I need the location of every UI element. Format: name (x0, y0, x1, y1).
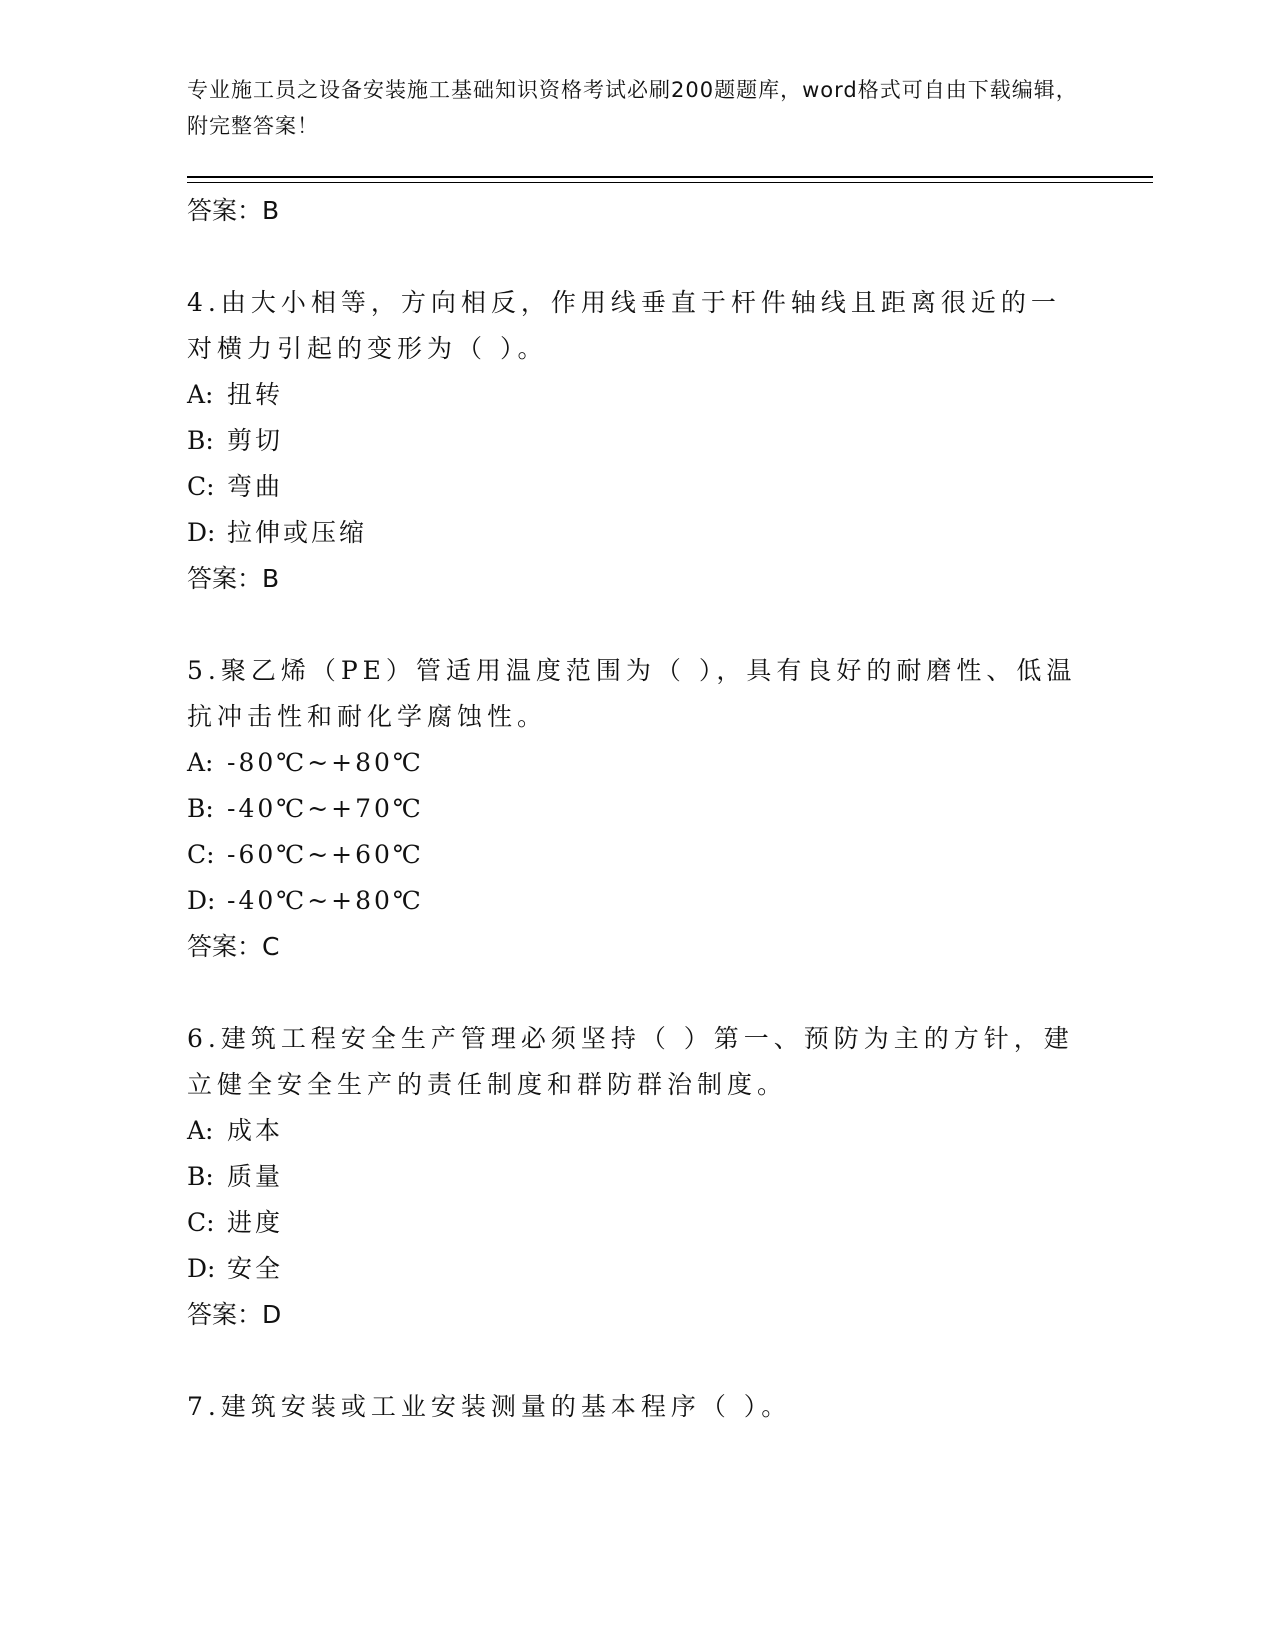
question-5 (187, 648, 1087, 970)
option-b (187, 786, 1087, 832)
option-key: B: (187, 426, 214, 455)
answer-line: 答案：B (187, 564, 280, 593)
option-c (187, 1200, 1087, 1246)
question-text: 4.由大小相等，方向相反，作用线垂直于杆件轴线且距离很近的一对横力引起的变形为（ ）。 (187, 288, 1061, 363)
question-4 (187, 280, 1087, 602)
option-d (187, 1246, 1087, 1292)
question-list (187, 188, 1087, 1430)
header-text: 专业施工员之设备安装施工基础知识资格考试必刷200题题库，word格式可自由下载编辑，附完整答案！ (187, 78, 1078, 138)
option-text: -40℃~+80℃ (227, 886, 424, 915)
option-b (187, 1154, 1087, 1200)
option-key: D: (187, 1254, 216, 1283)
document-header (187, 72, 1087, 144)
answer-line: 答案：D (187, 1300, 282, 1329)
option-key: C: (187, 1208, 215, 1237)
option-a (187, 1108, 1087, 1154)
option-key: A: (187, 380, 214, 409)
option-text: 拉伸或压缩 (227, 518, 368, 547)
option-key: C: (187, 472, 215, 501)
option-a (187, 372, 1087, 418)
option-key: B: (187, 1162, 214, 1191)
question-text: 6.建筑工程安全生产管理必须坚持（ ）第一、预防为主的方针，建立健全安全生产的责任制度和群防群治制度。 (187, 1024, 1074, 1099)
option-key: A: (187, 1116, 214, 1145)
answer-line: 答案：C (187, 932, 280, 961)
option-key: B: (187, 794, 214, 823)
option-text: -60℃~+60℃ (227, 840, 424, 869)
option-key: D: (187, 518, 216, 547)
option-text: -40℃~+70℃ (227, 794, 424, 823)
option-c (187, 832, 1087, 878)
option-text: -80℃~+80℃ (227, 748, 424, 777)
option-text: 质量 (227, 1162, 284, 1191)
option-d (187, 878, 1087, 924)
option-key: A: (187, 748, 214, 777)
option-text: 扭转 (227, 380, 284, 409)
question-7 (187, 1384, 1087, 1430)
header-divider-thin (187, 182, 1153, 183)
question-6 (187, 1016, 1087, 1338)
option-text: 安全 (227, 1254, 284, 1283)
option-b (187, 418, 1087, 464)
header-divider-thick (187, 176, 1153, 178)
option-a (187, 740, 1087, 786)
option-key: C: (187, 840, 215, 869)
option-text: 成本 (227, 1116, 284, 1145)
question-text: 5.聚乙烯（PE）管适用温度范围为（ ），具有良好的耐磨性、低温抗冲击性和耐化学腐蚀性。 (187, 656, 1077, 731)
option-text: 剪切 (227, 426, 284, 455)
option-text: 弯曲 (227, 472, 284, 501)
option-text: 进度 (227, 1208, 284, 1237)
option-d (187, 510, 1087, 556)
question-text: 7.建筑安装或工业安装测量的基本程序（ ）。 (187, 1392, 792, 1421)
option-key: D: (187, 886, 216, 915)
option-c (187, 464, 1087, 510)
answer-line: 答案：B (187, 196, 280, 225)
